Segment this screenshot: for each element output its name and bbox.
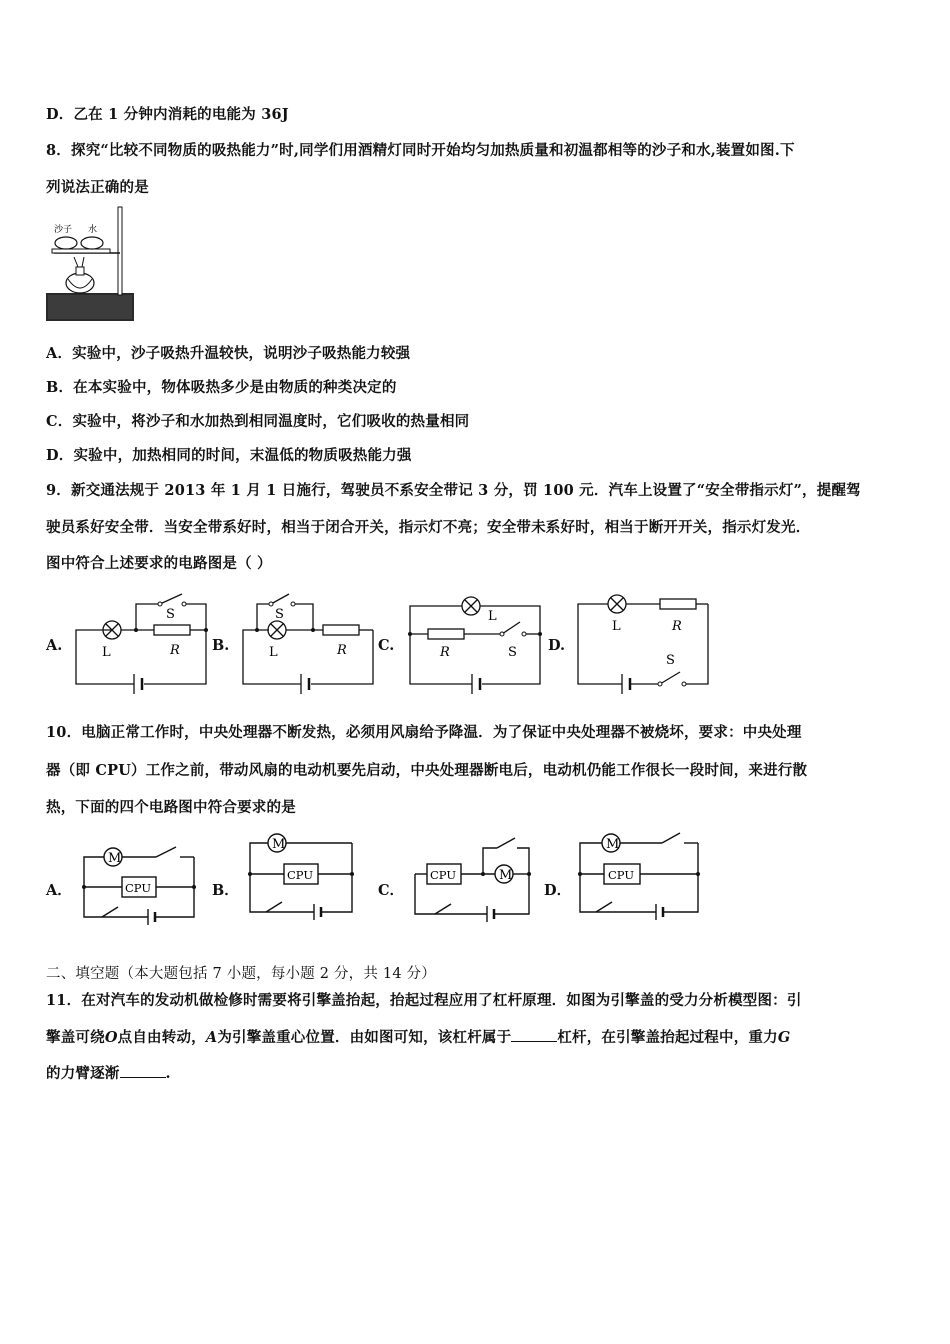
- q11-line2-b: 点自由转动，: [117, 1029, 206, 1046]
- q8-stem-line1: 8．探究“比较不同物质的吸热能力”时,同学们用酒精灯同时开始均匀加热质量和初温都相等的沙子和水,装置如图.下: [46, 142, 795, 159]
- section2-heading: 二、填空题（本大题包括 7 小题，每小题 2 分，共 14 分）: [46, 966, 436, 982]
- cpu-label: CPU: [125, 881, 152, 895]
- cpu-label: CPU: [287, 868, 314, 882]
- q9-circuit-d: [578, 588, 710, 688]
- motor-label: M: [499, 868, 513, 883]
- q9-stem-line3: 图中符合上述要求的电路图是（ ）: [46, 555, 272, 572]
- q9-label-a: A.: [46, 637, 63, 654]
- q10-label-c: C．: [378, 882, 405, 899]
- resistor-label: R: [672, 619, 682, 634]
- switch-label: S: [508, 645, 517, 660]
- q8-option-b: B．在本实验中，物体吸热多少是由物质的种类决定的: [46, 379, 397, 396]
- q7-option-d: D．乙在 1 分钟内消耗的电能为 36J: [46, 106, 289, 123]
- answer-blank-arm-change[interactable]: [120, 1063, 166, 1078]
- resistor-label: R: [440, 645, 450, 660]
- q9-circuit-b: [243, 588, 375, 688]
- lamp-label: L: [612, 619, 621, 634]
- motor-label: M: [108, 851, 122, 866]
- q10-circuit-d: [578, 830, 702, 916]
- q10-circuit-b: [248, 830, 358, 916]
- lamp-label: L: [488, 609, 497, 624]
- q11-line3: [46, 1062, 171, 1083]
- switch-label: S: [275, 607, 284, 622]
- q11-line2: [46, 1026, 790, 1047]
- switch-label: S: [666, 653, 675, 668]
- q10-label-d: D．: [544, 882, 572, 899]
- q11-line3-end: .: [165, 1065, 171, 1082]
- lamp-label: L: [269, 645, 278, 660]
- q11-line2-c: 为引擎盖重心位置．由如图可知，该杠杆属于: [217, 1029, 512, 1046]
- q9-label-d: D.: [548, 637, 566, 654]
- q8-stem-line2: 列说法正确的是: [46, 179, 149, 196]
- q8-option-c: C．实验中，将沙子和水加热到相同温度时，它们吸收的热量相同: [46, 413, 470, 430]
- q10-label-a: A．: [46, 882, 72, 899]
- q10-label-b: B．: [212, 882, 239, 899]
- q11-line1: 11．在对汽车的发动机做检修时需要将引擎盖抬起，抬起过程应用了杠杆原理．如图为引擎盖的受力分析模型图：引: [46, 992, 802, 1009]
- resistor-label: R: [337, 643, 347, 658]
- answer-blank-lever-type[interactable]: [511, 1027, 557, 1042]
- q9-stem-line2: 驶员系好安全带．当安全带系好时，相当于闭合开关，指示灯不亮；安全带未系好时，相当于断开开关，指示灯发光．: [46, 519, 811, 536]
- q11-line3-a: 的力臂逐渐: [46, 1065, 120, 1082]
- q9-circuit-c: [410, 588, 542, 688]
- q10-circuit-a: [82, 843, 197, 921]
- point-o: O: [104, 1029, 118, 1046]
- force-g: G: [777, 1029, 791, 1046]
- q8-heating-apparatus-figure: [44, 205, 139, 325]
- lamp-label: L: [102, 645, 111, 660]
- water-label: 水: [88, 225, 98, 235]
- q11-line2-a: 擎盖可绕: [46, 1029, 105, 1046]
- switch-label: S: [166, 607, 175, 622]
- sand-label: 沙子: [54, 225, 73, 235]
- q9-stem-line1: 9．新交通法规于 2013 年 1 月 1 日施行，驾驶员不系安全带记 3 分，罚 100 元．汽车上设置了“安全带指示灯”，提醒驾: [46, 482, 861, 499]
- q9-label-c: C.: [378, 637, 395, 654]
- q10-stem-line1: 10．电脑正常工作时，中央处理器不断发热，必须用风扇给予降温．为了保证中央处理器不被烧坏，要求：中央处理: [46, 724, 802, 741]
- q9-circuit-a: [76, 588, 208, 688]
- resistor-label: R: [170, 643, 180, 658]
- q10-circuit-c: [413, 834, 533, 922]
- point-a: A: [205, 1029, 218, 1046]
- q10-stem-line2: 器（即 CPU）工作之前，带动风扇的电动机要先启动，中央处理器断电后，电动机仍能工作很长一段时间，来进行散: [46, 762, 808, 779]
- q10-stem-line3: 热，下面的四个电路图中符合要求的是: [46, 799, 296, 816]
- motor-label: M: [606, 837, 620, 852]
- q8-option-a: A．实验中，沙子吸热升温较快，说明沙子吸热能力较强: [46, 345, 411, 362]
- cpu-label: CPU: [608, 868, 635, 882]
- cpu-label: CPU: [430, 868, 457, 882]
- motor-label: M: [272, 837, 286, 852]
- q8-option-d: D．实验中，加热相同的时间，末温低的物质吸热能力强: [46, 447, 412, 464]
- q11-line2-d: 杠杆，在引擎盖抬起过程中，重力: [557, 1029, 778, 1046]
- q9-label-b: B.: [212, 637, 230, 654]
